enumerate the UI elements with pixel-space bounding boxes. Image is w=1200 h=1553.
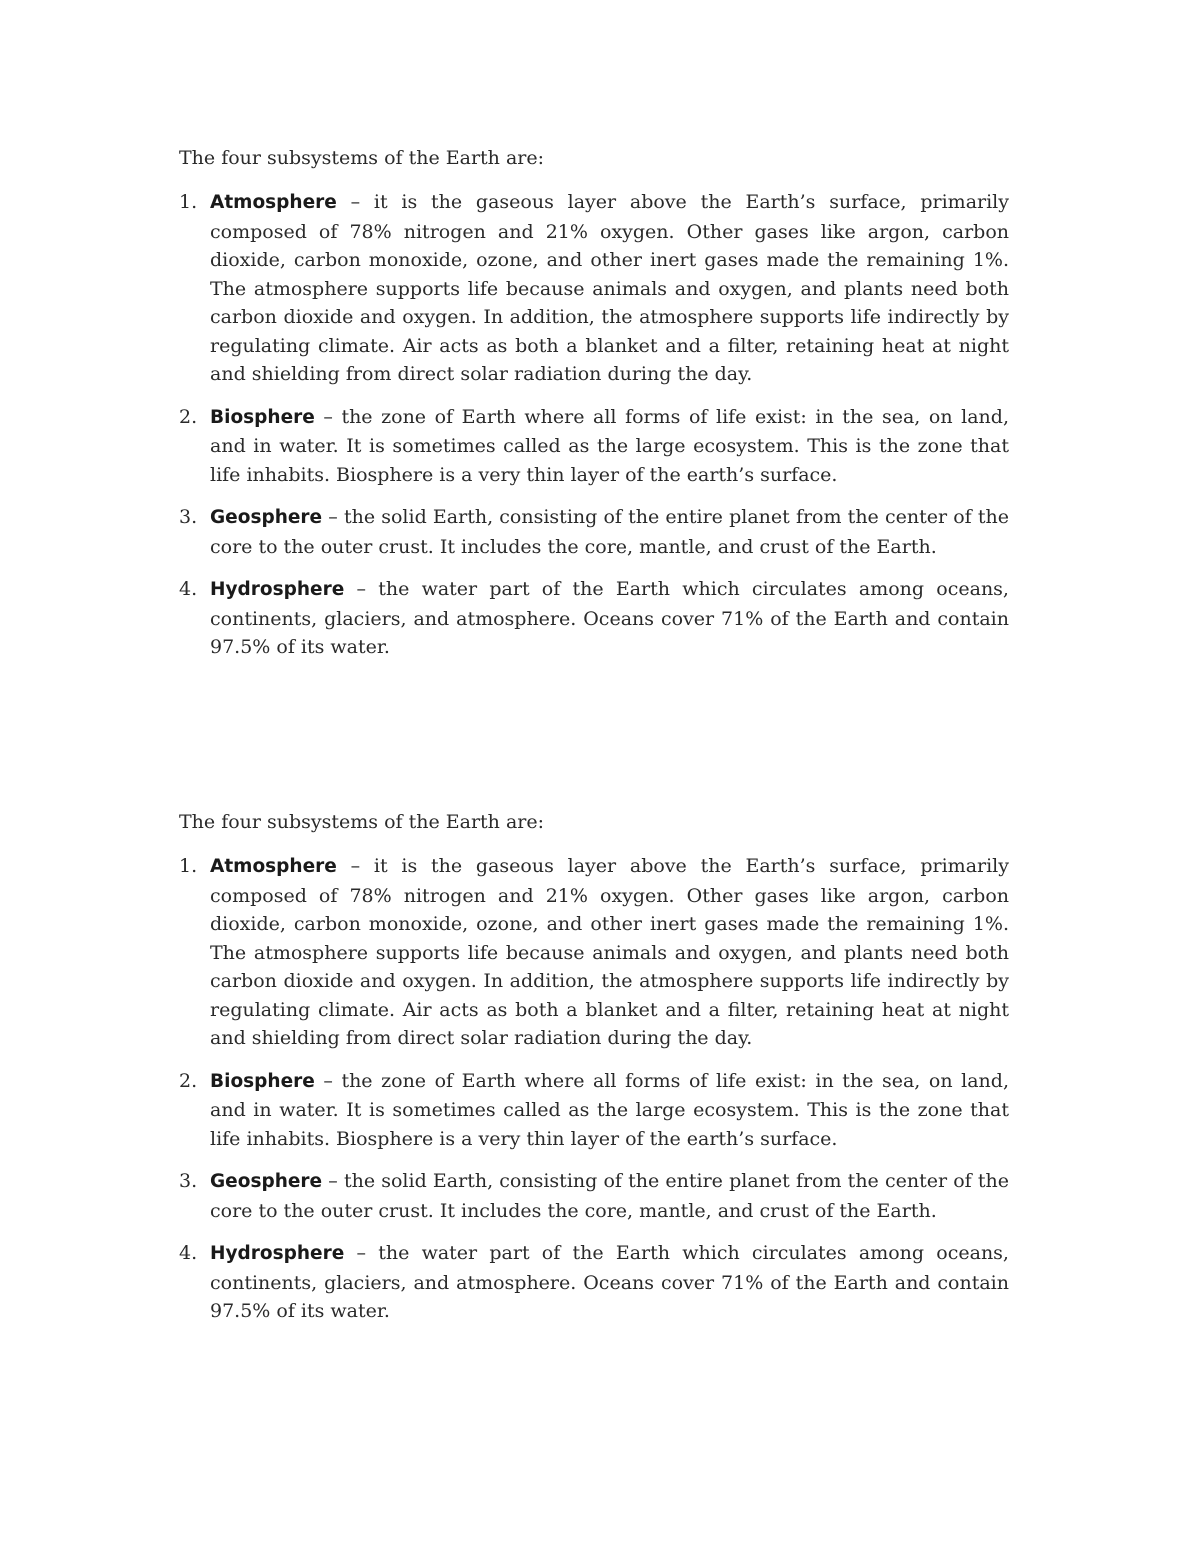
item-description: the solid Earth, consisting of the entire planet from the center of the core to the outer crust. It includes the core, mantle, and crust of the Earth. (210, 506, 1009, 558)
item-separator: – (314, 405, 342, 428)
item-number: 2. (179, 405, 198, 428)
item-separator: – (344, 578, 379, 600)
item-number: 1. (179, 855, 198, 877)
item-separator: – (336, 191, 374, 213)
item-number: 3. (179, 1170, 198, 1192)
subsystems-list (179, 188, 1009, 662)
item-number: 1. (179, 191, 198, 213)
list-item-geosphere (179, 503, 1009, 561)
list-item-biosphere (179, 1067, 1009, 1154)
item-term: Atmosphere (210, 192, 337, 213)
section-intro: The four subsystems of the Earth are: (179, 147, 545, 169)
item-separator: – (322, 506, 344, 528)
item-number: 4. (179, 1242, 198, 1264)
item-separator: – (336, 855, 374, 877)
list-item-geosphere (179, 1167, 1009, 1225)
item-description: the water part of the Earth which circulates among oceans, continents, glaciers, and atmosphere. Oceans cover 71% of the Earth and contain 97.5% of its water. (210, 1242, 1009, 1322)
item-description: the solid Earth, consisting of the entire planet from the center of the core to the outer crust. It includes the core, mantle, and crust of the Earth. (210, 1170, 1009, 1222)
item-term: Geosphere (210, 507, 323, 528)
item-separator: – (322, 1170, 344, 1192)
item-number: 2. (179, 1069, 198, 1092)
item-term: Biosphere (210, 406, 315, 428)
subsystems-section-2 (179, 808, 1009, 1340)
item-term: Atmosphere (210, 856, 337, 877)
subsystems-list (179, 852, 1009, 1326)
item-description: it is the gaseous layer above the Earth’s surface, primarily composed of 78% nitrogen and 21% oxygen. Other gases like argon, carbon dioxide, carbon monoxide, ozone, and other inert gases made the remaining 1%. The atmosphere supports life because animals and oxygen, and plants need both carbon dioxide and oxygen. In addition, the atmosphere supports life indirectly by regulating climate. Air acts as both a blanket and a filter, retaining heat at night and shielding from direct solar radiation during the day. (210, 855, 1009, 1049)
list-item-hydrosphere (179, 1239, 1009, 1326)
item-term: Hydrosphere (210, 579, 345, 600)
item-number: 3. (179, 506, 198, 528)
item-number: 4. (179, 578, 198, 600)
item-term: Biosphere (210, 1070, 315, 1092)
list-item-biosphere (179, 403, 1009, 490)
item-separator: – (314, 1069, 342, 1092)
item-term: Geosphere (210, 1171, 323, 1192)
item-description: the water part of the Earth which circulates among oceans, continents, glaciers, and atmosphere. Oceans cover 71% of the Earth and contain 97.5% of its water. (210, 578, 1009, 658)
item-separator: – (344, 1242, 379, 1264)
item-description: the zone of Earth where all forms of life exist: in the sea, on land, and in water. It is sometimes called as the large ecosystem. This is the zone that life inhabits. Biosphere is a very thin layer of the earth’s surface. (210, 1069, 1009, 1150)
section-intro: The four subsystems of the Earth are: (179, 811, 545, 833)
item-description: it is the gaseous layer above the Earth’s surface, primarily composed of 78% nitrogen and 21% oxygen. Other gases like argon, carbon dioxide, carbon monoxide, ozone, and other inert gases made the remaining 1%. The atmosphere supports life because animals and oxygen, and plants need both carbon dioxide and oxygen. In addition, the atmosphere supports life indirectly by regulating climate. Air acts as both a blanket and a filter, retaining heat at night and shielding from direct solar radiation during the day. (210, 191, 1009, 385)
list-item-atmosphere (179, 852, 1009, 1053)
list-item-atmosphere (179, 188, 1009, 389)
item-description: the zone of Earth where all forms of life exist: in the sea, on land, and in water. It is sometimes called as the large ecosystem. This is the zone that life inhabits. Biosphere is a very thin layer of the earth’s surface. (210, 405, 1009, 486)
list-item-hydrosphere (179, 575, 1009, 662)
item-term: Hydrosphere (210, 1243, 345, 1264)
subsystems-section-1 (179, 144, 1009, 676)
